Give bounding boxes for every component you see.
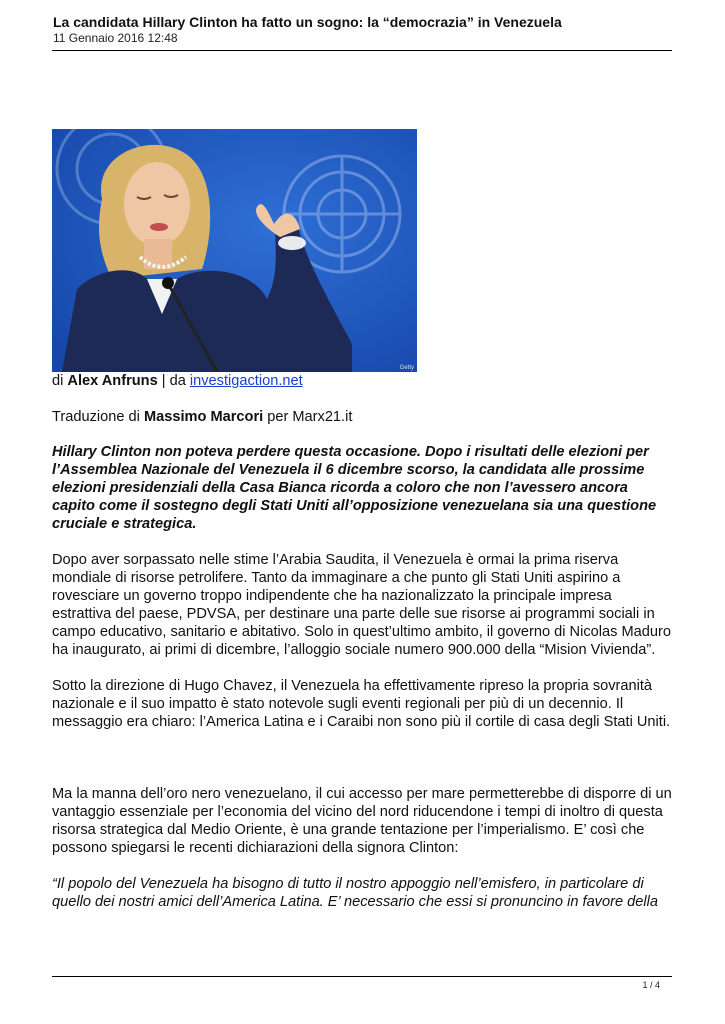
document-header bbox=[53, 14, 673, 45]
byline-separator: | da bbox=[157, 373, 190, 389]
photo-credit: Getty bbox=[399, 365, 414, 371]
article-body bbox=[52, 372, 674, 911]
translation-suffix: per Marx21.it bbox=[263, 409, 353, 425]
byline-prefix: di bbox=[52, 373, 68, 389]
page-number: 1 / 4 bbox=[642, 980, 660, 990]
translation-prefix: Traduzione di bbox=[52, 409, 144, 425]
translation-credit bbox=[52, 408, 674, 426]
lead-paragraph: Hillary Clinton non poteva perdere questa occasione. Dopo i risultati delle elezioni per l’Assemblea Nazionale del Venezuela il 6 dicembre scorso, la candidata alle prossime elezioni presidenziali della Casa Bianca ricorda a coloro che non l’avessero ancora capito come il sostegno degli Stati Uniti all’opposizione venezuelana sia una questione cruciale e strategica. bbox=[52, 444, 657, 532]
byline bbox=[52, 372, 674, 390]
photo-illustration bbox=[52, 129, 417, 372]
quote-paragraph: “Il popolo del Venezuela ha bisogno di tutto il nostro appoggio nell’emisfero, in particolare di quello dei nostri amici dell’America Latina. E’ necessario che essi si pronuncino in favore della bbox=[52, 876, 658, 910]
body-paragraph: Dopo aver sorpassato nelle stime l’Arabia Saudita, il Venezuela è ormai la prima riserva mondiale di risorse petrolifere. Tanto da immaginare a che punto gli Stati Uniti aspirino a rovesciare un governo troppo indipendente che ha nazionalizzato la principale impresa estrattiva del paese, PDVSA, per destinare una parte delle sue risorse ai programmi sociali in campo educativo, sanitario e abitativo. Solo in quest’ultimo ambito, il governo di Nicolas Maduro ha inaugurato, ai primi di dicembre, l’alloggio sociale numero 900.000 della “Mision Vivienda”. bbox=[52, 552, 671, 658]
document-title: La candidata Hillary Clinton ha fatto un sogno: la “democrazia” in Venezuela bbox=[53, 14, 562, 30]
source-link[interactable]: investigaction.net bbox=[189, 373, 303, 389]
document-date: 11 Gennaio 2016 12:48 bbox=[53, 31, 178, 45]
body-paragraph: Sotto la direzione di Hugo Chavez, il Venezuela ha effettivamente ripreso la propria sovranità nazionale e il suo impatto è stato notevole sugli eventi regionali per più di un decennio. Il messaggio era chiaro: l’America Latina e i Caraibi non sono più il cortile di casa degli Stati Uniti. bbox=[52, 678, 671, 730]
header-divider bbox=[52, 50, 672, 51]
author-name: Alex Anfruns bbox=[67, 373, 158, 389]
footer-divider bbox=[52, 976, 672, 977]
translator-name: Massimo Marcori bbox=[143, 409, 264, 425]
article-photo bbox=[52, 129, 417, 372]
body-paragraph: Ma la manna dell’oro nero venezuelano, il cui accesso per mare permetterebbe di disporre di un vantaggio essenziale per l’economia del vicino del nord riducendone i tempi di inoltro di questa risorsa strategica dal Medio Oriente, è una grande tentazione per l’imperialismo. E’ così che possono spiegarsi le recenti dichiarazioni della signora Clinton: bbox=[52, 786, 672, 856]
